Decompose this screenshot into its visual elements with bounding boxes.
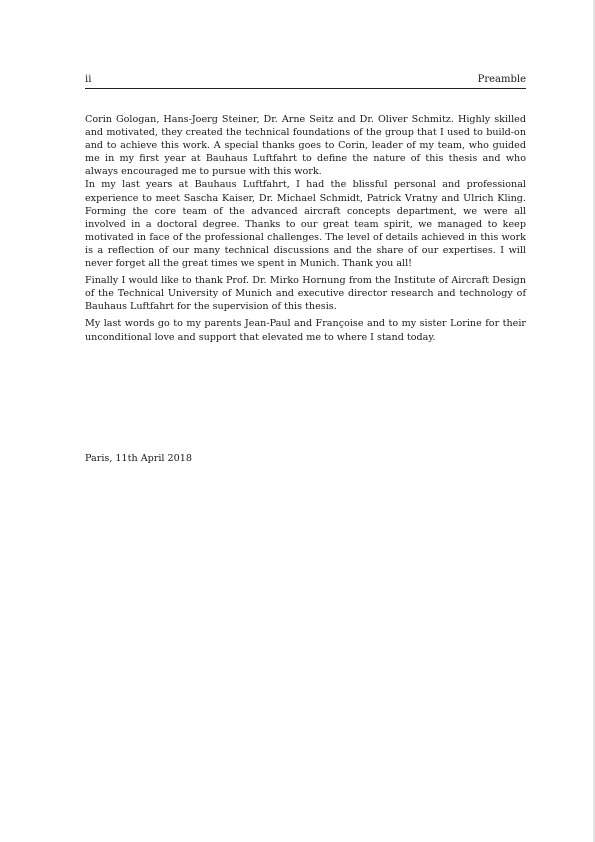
paragraph-supervisor: Finally I would like to thank Prof. Dr. Mirko Hornung from the Institute of Aircraft Design of the Technical University of Munich and executive director research and technology of Bauhaus Luftfahrt for the supervision of this thesis. xyxy=(85,275,526,313)
paragraph-colleagues: Corin Gologan, Hans-Joerg Steiner, Dr. Arne Seitz and Dr. Oliver Schmitz. Highly skilled and motivated, they created the technical foundations of the group that I used to build-on and to achieve this work. A special thanks goes to Corin, leader of my team, who guided me in my first year at Bauhaus Luftfahrt to define the nature of this thesis and who always encouraged me to pursue with this work. xyxy=(85,114,526,178)
place-date-signoff: Paris, 11th April 2018 xyxy=(85,453,192,464)
acknowledgements-body xyxy=(85,113,526,348)
running-header xyxy=(85,74,526,89)
paragraph-team: In my last years at Bauhaus Luftfahrt, I had the blissful personal and professional experience to meet Sascha Kaiser, Dr. Michael Schmidt, Patrick Vratny and Ulrich Kling. Forming the core team of the advanced aircraft concepts department, we were all involved in a doctoral degree. Thanks to our great team spirit, we managed to keep motivated in face of the professional challenges. The level of details achieved in this work is a reflection of our many technical discussions and the share of our expertises. I will never forget all the great times we spent in Munich. Thank you all! xyxy=(85,179,526,270)
page-number: ii xyxy=(85,74,92,85)
section-title: Preamble xyxy=(477,74,526,85)
paragraph-family: My last words go to my parents Jean-Paul and Françoise and to my sister Lorine for their unconditional love and support that elevated me to where I stand today. xyxy=(85,318,526,343)
